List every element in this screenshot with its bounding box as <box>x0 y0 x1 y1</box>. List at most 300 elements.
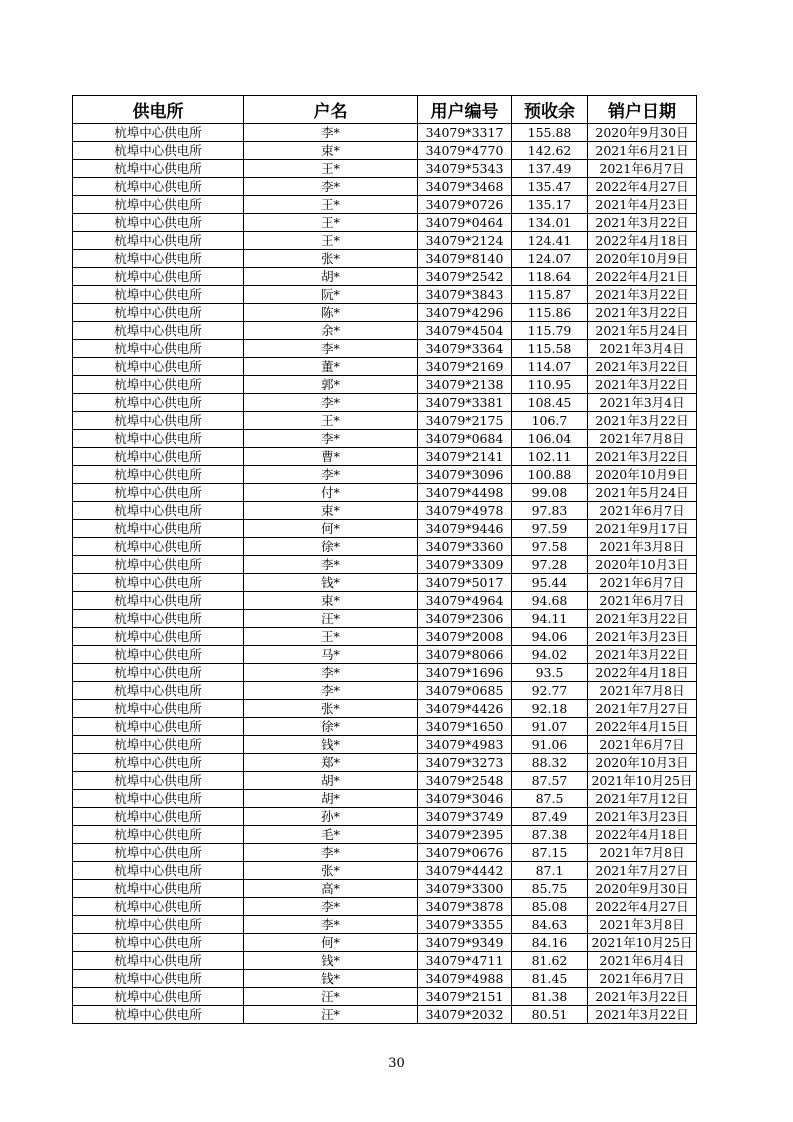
supply-station-cell: 杭埠中心供电所 <box>73 844 244 862</box>
supply-station-cell: 杭埠中心供电所 <box>73 556 244 574</box>
closure-date-cell: 2022年4月18日 <box>588 232 697 250</box>
closure-date-cell: 2020年9月30日 <box>588 880 697 898</box>
table-row <box>73 826 697 844</box>
table-row <box>73 1006 697 1024</box>
table-row <box>73 646 697 664</box>
supply-station-cell: 杭埠中心供电所 <box>73 448 244 466</box>
closure-date-cell: 2022年4月21日 <box>588 268 697 286</box>
account-name-cell: 郭* <box>244 376 418 394</box>
user-id-cell: 34079*0676 <box>418 844 512 862</box>
account-name-cell: 钱* <box>244 736 418 754</box>
supply-station-cell: 杭埠中心供电所 <box>73 160 244 178</box>
table-row <box>73 538 697 556</box>
supply-station-cell: 杭埠中心供电所 <box>73 790 244 808</box>
closure-date-cell: 2021年3月22日 <box>588 1006 697 1024</box>
closure-date-cell: 2020年10月9日 <box>588 466 697 484</box>
supply-station-cell: 杭埠中心供电所 <box>73 268 244 286</box>
user-id-cell: 34079*3843 <box>418 286 512 304</box>
supply-station-cell: 杭埠中心供电所 <box>73 340 244 358</box>
closure-date-cell: 2021年3月4日 <box>588 394 697 412</box>
table-row <box>73 520 697 538</box>
header-supply-station: 供电所 <box>73 96 244 124</box>
prepaid-balance-cell: 87.15 <box>512 844 588 862</box>
account-name-cell: 徐* <box>244 538 418 556</box>
account-name-cell: 李* <box>244 178 418 196</box>
supply-station-cell: 杭埠中心供电所 <box>73 412 244 430</box>
prepaid-balance-cell: 115.58 <box>512 340 588 358</box>
table-row <box>73 376 697 394</box>
table-body <box>73 124 697 1024</box>
table-row <box>73 682 697 700</box>
table-row <box>73 160 697 178</box>
user-id-cell: 34079*8066 <box>418 646 512 664</box>
prepaid-balance-cell: 87.38 <box>512 826 588 844</box>
user-id-cell: 34079*2306 <box>418 610 512 628</box>
closure-date-cell: 2021年9月17日 <box>588 520 697 538</box>
account-name-cell: 何* <box>244 934 418 952</box>
account-name-cell: 汪* <box>244 1006 418 1024</box>
closure-date-cell: 2020年10月3日 <box>588 754 697 772</box>
table-row <box>73 268 697 286</box>
account-name-cell: 李* <box>244 556 418 574</box>
supply-station-cell: 杭埠中心供电所 <box>73 250 244 268</box>
table-row <box>73 736 697 754</box>
closure-date-cell: 2021年7月12日 <box>588 790 697 808</box>
prepaid-balance-cell: 97.83 <box>512 502 588 520</box>
prepaid-balance-cell: 106.7 <box>512 412 588 430</box>
closure-date-cell: 2021年7月27日 <box>588 700 697 718</box>
user-id-cell: 34079*1650 <box>418 718 512 736</box>
header-user-id: 用户编号 <box>418 96 512 124</box>
table-row <box>73 556 697 574</box>
account-name-cell: 胡* <box>244 790 418 808</box>
closure-date-cell: 2021年3月22日 <box>588 412 697 430</box>
closure-date-cell: 2021年3月22日 <box>588 304 697 322</box>
user-id-cell: 34079*4426 <box>418 700 512 718</box>
user-id-cell: 34079*4988 <box>418 970 512 988</box>
table-row <box>73 718 697 736</box>
account-name-cell: 马* <box>244 646 418 664</box>
user-id-cell: 34079*3046 <box>418 790 512 808</box>
account-name-cell: 李* <box>244 466 418 484</box>
table-row <box>73 610 697 628</box>
table-row <box>73 970 697 988</box>
prepaid-balance-cell: 137.49 <box>512 160 588 178</box>
user-id-cell: 34079*2542 <box>418 268 512 286</box>
closure-date-cell: 2021年6月7日 <box>588 970 697 988</box>
table-row <box>73 304 697 322</box>
prepaid-balance-cell: 95.44 <box>512 574 588 592</box>
table-row <box>73 214 697 232</box>
table-row <box>73 124 697 142</box>
user-id-cell: 34079*3878 <box>418 898 512 916</box>
supply-station-cell: 杭埠中心供电所 <box>73 718 244 736</box>
closure-date-cell: 2021年3月22日 <box>588 646 697 664</box>
supply-station-cell: 杭埠中心供电所 <box>73 934 244 952</box>
prepaid-balance-cell: 87.5 <box>512 790 588 808</box>
supply-station-cell: 杭埠中心供电所 <box>73 304 244 322</box>
table-row <box>73 700 697 718</box>
account-name-cell: 何* <box>244 520 418 538</box>
prepaid-balance-cell: 110.95 <box>512 376 588 394</box>
account-name-cell: 王* <box>244 628 418 646</box>
prepaid-balance-cell: 84.63 <box>512 916 588 934</box>
closure-date-cell: 2021年10月25日 <box>588 934 697 952</box>
closure-date-cell: 2021年3月22日 <box>588 988 697 1006</box>
prepaid-balance-cell: 106.04 <box>512 430 588 448</box>
prepaid-balance-cell: 99.08 <box>512 484 588 502</box>
table-row <box>73 448 697 466</box>
user-id-cell: 34079*3355 <box>418 916 512 934</box>
supply-station-cell: 杭埠中心供电所 <box>73 124 244 142</box>
closure-date-cell: 2022年4月15日 <box>588 718 697 736</box>
table-row <box>73 340 697 358</box>
header-account-name: 户名 <box>244 96 418 124</box>
user-id-cell: 34079*5017 <box>418 574 512 592</box>
table-row <box>73 466 697 484</box>
prepaid-balance-cell: 115.79 <box>512 322 588 340</box>
closure-date-cell: 2021年5月24日 <box>588 322 697 340</box>
account-name-cell: 高* <box>244 880 418 898</box>
user-id-cell: 34079*2008 <box>418 628 512 646</box>
account-name-cell: 张* <box>244 250 418 268</box>
closure-date-cell: 2021年4月23日 <box>588 196 697 214</box>
table-row <box>73 196 697 214</box>
closure-date-cell: 2021年6月4日 <box>588 952 697 970</box>
account-name-cell: 李* <box>244 124 418 142</box>
supply-station-cell: 杭埠中心供电所 <box>73 358 244 376</box>
prepaid-balance-cell: 81.62 <box>512 952 588 970</box>
supply-station-cell: 杭埠中心供电所 <box>73 322 244 340</box>
prepaid-balance-cell: 155.88 <box>512 124 588 142</box>
supply-station-cell: 杭埠中心供电所 <box>73 916 244 934</box>
user-id-cell: 34079*4504 <box>418 322 512 340</box>
supply-station-cell: 杭埠中心供电所 <box>73 808 244 826</box>
prepaid-balance-cell: 135.17 <box>512 196 588 214</box>
closure-date-cell: 2022年4月18日 <box>588 664 697 682</box>
supply-station-cell: 杭埠中心供电所 <box>73 592 244 610</box>
user-id-cell: 34079*3364 <box>418 340 512 358</box>
closure-date-cell: 2021年3月8日 <box>588 538 697 556</box>
prepaid-balance-cell: 87.1 <box>512 862 588 880</box>
supply-station-cell: 杭埠中心供电所 <box>73 376 244 394</box>
user-id-cell: 34079*2169 <box>418 358 512 376</box>
account-name-cell: 董* <box>244 358 418 376</box>
account-name-cell: 汪* <box>244 988 418 1006</box>
table-row <box>73 862 697 880</box>
closure-date-cell: 2021年5月24日 <box>588 484 697 502</box>
prepaid-balance-cell: 85.08 <box>512 898 588 916</box>
account-name-cell: 李* <box>244 844 418 862</box>
supply-station-cell: 杭埠中心供电所 <box>73 736 244 754</box>
user-id-cell: 34079*2548 <box>418 772 512 790</box>
account-name-cell: 孙* <box>244 808 418 826</box>
user-id-cell: 34079*4711 <box>418 952 512 970</box>
user-id-cell: 34079*3381 <box>418 394 512 412</box>
closure-date-cell: 2021年7月8日 <box>588 682 697 700</box>
user-id-cell: 34079*4964 <box>418 592 512 610</box>
account-name-cell: 徐* <box>244 718 418 736</box>
supply-station-cell: 杭埠中心供电所 <box>73 466 244 484</box>
supply-station-cell: 杭埠中心供电所 <box>73 898 244 916</box>
account-name-cell: 束* <box>244 502 418 520</box>
account-name-cell: 曹* <box>244 448 418 466</box>
user-id-cell: 34079*3317 <box>418 124 512 142</box>
prepaid-balance-cell: 81.45 <box>512 970 588 988</box>
user-id-cell: 34079*2138 <box>418 376 512 394</box>
account-name-cell: 阮* <box>244 286 418 304</box>
prepaid-balance-cell: 108.45 <box>512 394 588 412</box>
supply-station-cell: 杭埠中心供电所 <box>73 952 244 970</box>
user-id-cell: 34079*0684 <box>418 430 512 448</box>
page-number: 30 <box>388 1056 405 1071</box>
prepaid-balance-cell: 134.01 <box>512 214 588 232</box>
table-row <box>73 178 697 196</box>
prepaid-balance-cell: 87.57 <box>512 772 588 790</box>
table-row <box>73 664 697 682</box>
table-row <box>73 934 697 952</box>
prepaid-balance-cell: 91.07 <box>512 718 588 736</box>
account-name-cell: 胡* <box>244 772 418 790</box>
supply-station-cell: 杭埠中心供电所 <box>73 520 244 538</box>
account-name-cell: 王* <box>244 232 418 250</box>
table-row <box>73 808 697 826</box>
supply-station-cell: 杭埠中心供电所 <box>73 1006 244 1024</box>
prepaid-balance-cell: 91.06 <box>512 736 588 754</box>
header-prepaid-balance: 预收余 <box>512 96 588 124</box>
account-name-cell: 张* <box>244 862 418 880</box>
prepaid-balance-cell: 94.02 <box>512 646 588 664</box>
closure-date-cell: 2021年6月21日 <box>588 142 697 160</box>
supply-station-cell: 杭埠中心供电所 <box>73 538 244 556</box>
header-closure-date: 销户日期 <box>588 96 697 124</box>
closure-date-cell: 2021年3月23日 <box>588 808 697 826</box>
table-row <box>73 232 697 250</box>
closure-date-cell: 2020年10月9日 <box>588 250 697 268</box>
prepaid-balance-cell: 92.77 <box>512 682 588 700</box>
prepaid-balance-cell: 81.38 <box>512 988 588 1006</box>
user-id-cell: 34079*2175 <box>418 412 512 430</box>
supply-station-cell: 杭埠中心供电所 <box>73 394 244 412</box>
supply-station-cell: 杭埠中心供电所 <box>73 574 244 592</box>
closure-date-cell: 2021年3月8日 <box>588 916 697 934</box>
closure-date-cell: 2021年7月8日 <box>588 430 697 448</box>
account-name-cell: 钱* <box>244 574 418 592</box>
table-row <box>73 430 697 448</box>
user-id-cell: 34079*3360 <box>418 538 512 556</box>
supply-station-cell: 杭埠中心供电所 <box>73 772 244 790</box>
closure-date-cell: 2021年6月7日 <box>588 160 697 178</box>
prepaid-balance-cell: 80.51 <box>512 1006 588 1024</box>
account-name-cell: 张* <box>244 700 418 718</box>
supply-station-cell: 杭埠中心供电所 <box>73 988 244 1006</box>
closure-date-cell: 2021年3月22日 <box>588 448 697 466</box>
account-name-cell: 李* <box>244 430 418 448</box>
user-id-cell: 34079*3309 <box>418 556 512 574</box>
account-name-cell: 李* <box>244 916 418 934</box>
supply-station-cell: 杭埠中心供电所 <box>73 286 244 304</box>
table-row <box>73 898 697 916</box>
table-row <box>73 628 697 646</box>
closure-date-cell: 2021年3月23日 <box>588 628 697 646</box>
supply-station-cell: 杭埠中心供电所 <box>73 754 244 772</box>
account-name-cell: 王* <box>244 214 418 232</box>
closure-date-cell: 2021年3月22日 <box>588 376 697 394</box>
account-name-cell: 束* <box>244 592 418 610</box>
user-id-cell: 34079*0464 <box>418 214 512 232</box>
prepaid-balance-cell: 92.18 <box>512 700 588 718</box>
closure-date-cell: 2021年3月22日 <box>588 358 697 376</box>
table-row <box>73 286 697 304</box>
closure-date-cell: 2022年4月27日 <box>588 898 697 916</box>
prepaid-balance-cell: 115.86 <box>512 304 588 322</box>
user-id-cell: 34079*3273 <box>418 754 512 772</box>
user-id-cell: 34079*5343 <box>418 160 512 178</box>
table-row <box>73 502 697 520</box>
user-id-cell: 34079*0726 <box>418 196 512 214</box>
user-id-cell: 34079*4770 <box>418 142 512 160</box>
supply-station-cell: 杭埠中心供电所 <box>73 826 244 844</box>
table-row <box>73 754 697 772</box>
prepaid-balance-cell: 84.16 <box>512 934 588 952</box>
supply-station-cell: 杭埠中心供电所 <box>73 610 244 628</box>
user-id-cell: 34079*3468 <box>418 178 512 196</box>
closure-date-cell: 2020年9月30日 <box>588 124 697 142</box>
supply-station-cell: 杭埠中心供电所 <box>73 178 244 196</box>
account-name-cell: 李* <box>244 898 418 916</box>
table-row <box>73 790 697 808</box>
closure-date-cell: 2021年6月7日 <box>588 592 697 610</box>
supply-station-cell: 杭埠中心供电所 <box>73 682 244 700</box>
table-row <box>73 250 697 268</box>
table-row <box>73 574 697 592</box>
closure-date-cell: 2021年7月27日 <box>588 862 697 880</box>
prepaid-balance-cell: 118.64 <box>512 268 588 286</box>
user-id-cell: 34079*3096 <box>418 466 512 484</box>
closure-date-cell: 2021年6月7日 <box>588 502 697 520</box>
prepaid-balance-cell: 100.88 <box>512 466 588 484</box>
prepaid-balance-cell: 88.32 <box>512 754 588 772</box>
user-id-cell: 34079*3300 <box>418 880 512 898</box>
user-id-cell: 34079*2141 <box>418 448 512 466</box>
supply-station-cell: 杭埠中心供电所 <box>73 214 244 232</box>
prepaid-balance-cell: 97.28 <box>512 556 588 574</box>
supply-station-cell: 杭埠中心供电所 <box>73 484 244 502</box>
account-name-cell: 陈* <box>244 304 418 322</box>
table-row <box>73 880 697 898</box>
prepaid-balance-cell: 135.47 <box>512 178 588 196</box>
table-row <box>73 358 697 376</box>
account-name-cell: 王* <box>244 160 418 178</box>
closure-date-cell: 2021年3月22日 <box>588 286 697 304</box>
closure-date-cell: 2022年4月18日 <box>588 826 697 844</box>
closure-date-cell: 2021年7月8日 <box>588 844 697 862</box>
user-id-cell: 34079*2395 <box>418 826 512 844</box>
user-id-cell: 34079*2124 <box>418 232 512 250</box>
prepaid-balance-cell: 124.07 <box>512 250 588 268</box>
prepaid-balance-cell: 85.75 <box>512 880 588 898</box>
supply-station-cell: 杭埠中心供电所 <box>73 142 244 160</box>
account-name-cell: 王* <box>244 196 418 214</box>
closure-date-cell: 2021年3月22日 <box>588 214 697 232</box>
table-row <box>73 988 697 1006</box>
supply-station-cell: 杭埠中心供电所 <box>73 232 244 250</box>
prepaid-balance-cell: 102.11 <box>512 448 588 466</box>
supply-station-cell: 杭埠中心供电所 <box>73 880 244 898</box>
supply-station-cell: 杭埠中心供电所 <box>73 664 244 682</box>
prepaid-balance-cell: 93.5 <box>512 664 588 682</box>
prepaid-balance-cell: 114.07 <box>512 358 588 376</box>
user-id-cell: 34079*4498 <box>418 484 512 502</box>
account-name-cell: 李* <box>244 394 418 412</box>
account-name-cell: 李* <box>244 664 418 682</box>
prepaid-balance-cell: 124.41 <box>512 232 588 250</box>
supply-station-cell: 杭埠中心供电所 <box>73 628 244 646</box>
closure-date-cell: 2021年6月7日 <box>588 736 697 754</box>
table-row <box>73 412 697 430</box>
user-id-cell: 34079*0685 <box>418 682 512 700</box>
table-row <box>73 484 697 502</box>
supply-station-cell: 杭埠中心供电所 <box>73 502 244 520</box>
account-name-cell: 束* <box>244 142 418 160</box>
table-row <box>73 322 697 340</box>
closure-date-cell: 2021年10月25日 <box>588 772 697 790</box>
account-name-cell: 王* <box>244 412 418 430</box>
prepaid-balance-cell: 97.58 <box>512 538 588 556</box>
user-id-cell: 34079*4978 <box>418 502 512 520</box>
account-name-cell: 李* <box>244 340 418 358</box>
supply-station-cell: 杭埠中心供电所 <box>73 700 244 718</box>
supply-station-cell: 杭埠中心供电所 <box>73 196 244 214</box>
account-name-cell: 胡* <box>244 268 418 286</box>
table-row <box>73 952 697 970</box>
supply-station-cell: 杭埠中心供电所 <box>73 862 244 880</box>
prepaid-balance-cell: 94.68 <box>512 592 588 610</box>
user-id-cell: 34079*3749 <box>418 808 512 826</box>
closure-date-cell: 2021年3月4日 <box>588 340 697 358</box>
user-id-cell: 34079*4983 <box>418 736 512 754</box>
account-name-cell: 汪* <box>244 610 418 628</box>
user-id-cell: 34079*9446 <box>418 520 512 538</box>
account-name-cell: 郑* <box>244 754 418 772</box>
prepaid-balance-cell: 94.06 <box>512 628 588 646</box>
table-row <box>73 394 697 412</box>
closure-date-cell: 2022年4月27日 <box>588 178 697 196</box>
header-row <box>73 96 697 124</box>
account-name-cell: 毛* <box>244 826 418 844</box>
prepaid-balance-cell: 142.62 <box>512 142 588 160</box>
account-name-cell: 付* <box>244 484 418 502</box>
account-name-cell: 余* <box>244 322 418 340</box>
table-row <box>73 772 697 790</box>
user-id-cell: 34079*8140 <box>418 250 512 268</box>
prepaid-balance-cell: 97.59 <box>512 520 588 538</box>
table-row <box>73 844 697 862</box>
closure-date-cell: 2020年10月3日 <box>588 556 697 574</box>
table-row <box>73 592 697 610</box>
account-name-cell: 钱* <box>244 970 418 988</box>
user-id-cell: 34079*2032 <box>418 1006 512 1024</box>
account-closure-table <box>72 95 697 1024</box>
prepaid-balance-cell: 115.87 <box>512 286 588 304</box>
user-id-cell: 34079*1696 <box>418 664 512 682</box>
supply-station-cell: 杭埠中心供电所 <box>73 646 244 664</box>
user-id-cell: 34079*9349 <box>418 934 512 952</box>
table-row <box>73 916 697 934</box>
account-name-cell: 李* <box>244 682 418 700</box>
supply-station-cell: 杭埠中心供电所 <box>73 430 244 448</box>
account-name-cell: 钱* <box>244 952 418 970</box>
